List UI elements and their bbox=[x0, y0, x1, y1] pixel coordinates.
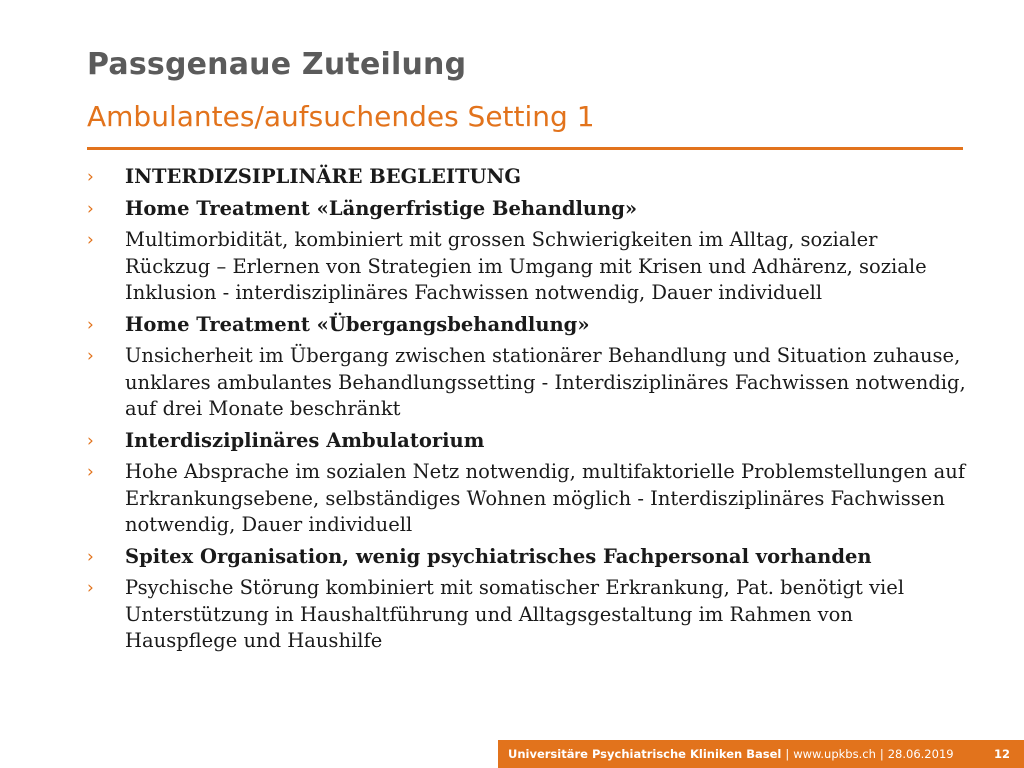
list-item bbox=[87, 544, 967, 571]
bullet-chevron-icon: › bbox=[87, 430, 94, 451]
list-item-text: Multimorbidität, kombiniert mit grossen Schwierigkeiten im Alltag, sozialer Rückzug – Erlernen von Strategien im Umgang mit Krisen und Adhärenz, soziale Inklusion - interdisziplinäres Fachwissen notwendig, Dauer individuell bbox=[125, 228, 927, 304]
list-item bbox=[87, 459, 967, 539]
footer-institution: Universitäre Psychiatrische Kliniken Basel bbox=[508, 747, 782, 761]
bullet-chevron-icon: › bbox=[87, 462, 94, 482]
bullet-chevron-icon: › bbox=[87, 314, 94, 335]
footer-separator: | bbox=[785, 747, 790, 761]
title-divider bbox=[87, 147, 963, 150]
bullet-chevron-icon: › bbox=[87, 167, 94, 187]
bullet-chevron-icon: › bbox=[87, 346, 94, 366]
list-item-text: INTERDIZSIPLINÄRE BEGLEITUNG bbox=[125, 165, 521, 188]
list-item bbox=[87, 227, 967, 307]
list-item bbox=[87, 343, 967, 423]
list-item-text: Home Treatment «Übergangsbehandlung» bbox=[125, 312, 590, 336]
list-item-text: Unsicherheit im Übergang zwischen stationärer Behandlung und Situation zuhause, unklares ambulantes Behandlungssetting - Interdisziplinäres Fachwissen notwendig, auf drei Monate beschränkt bbox=[125, 344, 966, 420]
bullet-list bbox=[87, 164, 967, 660]
list-item-text: Interdisziplinäres Ambulatorium bbox=[125, 428, 485, 452]
footer-website-link[interactable]: www.upkbs.ch bbox=[793, 747, 876, 761]
bullet-chevron-icon: › bbox=[87, 230, 94, 250]
list-item bbox=[87, 196, 967, 223]
list-item-text: Psychische Störung kombiniert mit somatischer Erkrankung, Pat. benötigt viel Unterstützung in Haushaltführung und Alltagsgestaltung im Rahmen von Hauspflege und Haushilfe bbox=[125, 576, 905, 652]
bullet-chevron-icon: › bbox=[87, 578, 94, 598]
slide-subtitle: Ambulantes/aufsuchendes Setting 1 bbox=[87, 100, 595, 133]
footer-separator: | bbox=[879, 747, 884, 761]
list-item bbox=[87, 428, 967, 455]
page-number: 12 bbox=[993, 747, 1010, 761]
footer-date: 28.06.2019 bbox=[887, 747, 954, 761]
list-item bbox=[87, 312, 967, 339]
list-item-text: Home Treatment «Längerfristige Behandlung» bbox=[125, 196, 638, 220]
bullet-chevron-icon: › bbox=[87, 546, 94, 567]
list-item-text: Spitex Organisation, wenig psychiatrisches Fachpersonal vorhanden bbox=[125, 544, 872, 568]
footer-bar bbox=[498, 740, 1024, 768]
list-item bbox=[87, 575, 967, 655]
list-item-text: Hohe Absprache im sozialen Netz notwendig, multifaktorielle Problemstellungen auf Erkrankungsebene, selbständiges Wohnen möglich - Interdisziplinäres Fachwissen notwendig, Dauer individuell bbox=[125, 460, 966, 536]
list-item bbox=[87, 164, 967, 191]
slide-title: Passgenaue Zuteilung bbox=[87, 47, 467, 82]
bullet-chevron-icon: › bbox=[87, 198, 94, 219]
